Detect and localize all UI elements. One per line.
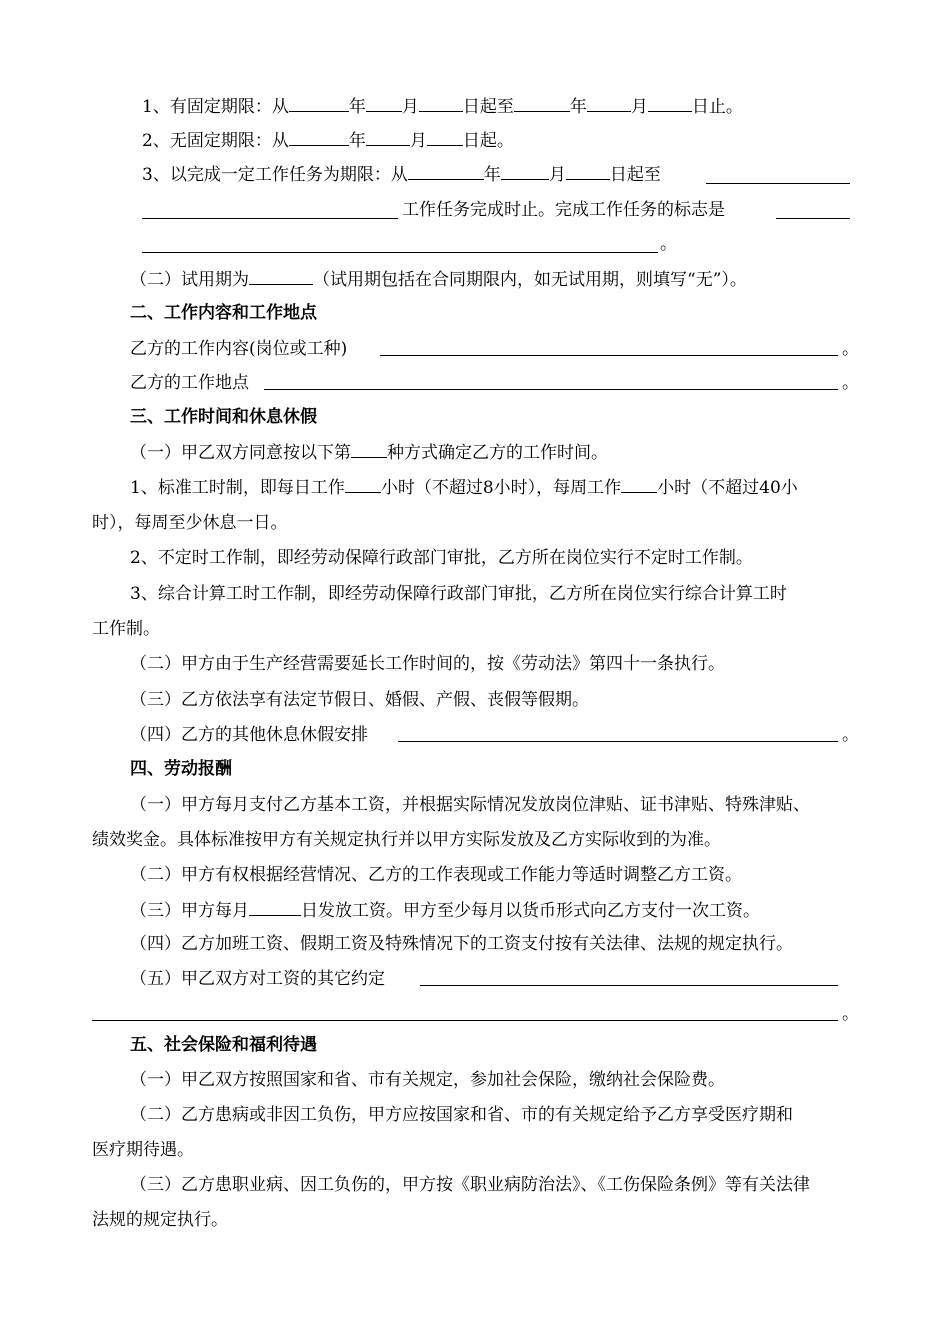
other-salary-label: （五）甲乙双方对工资的其它约定 bbox=[130, 969, 385, 989]
work-content-blank[interactable] bbox=[380, 355, 838, 356]
task-start-day-blank[interactable] bbox=[566, 162, 610, 180]
task-desc-blank[interactable] bbox=[142, 218, 398, 219]
weekly-hours-blank[interactable] bbox=[621, 475, 657, 493]
work-content-period: 。 bbox=[842, 339, 859, 359]
comprehensive-hours-line: 3、综合计算工时工作制，即经劳动保障行政部门审批，乙方所在岗位实行综合计算工时 bbox=[130, 584, 787, 604]
open-start-day-blank[interactable] bbox=[427, 128, 463, 146]
fixed-start-year-blank[interactable] bbox=[289, 94, 349, 112]
other-leave-blank[interactable] bbox=[398, 741, 838, 742]
section-2-heading: 二、工作内容和工作地点 bbox=[130, 303, 317, 323]
other-salary-blank-2[interactable] bbox=[92, 1020, 838, 1021]
task-end-text: 工作任务完成时止。完成工作任务的标志是 bbox=[402, 200, 725, 220]
standard-hours-line-2: 时），每周至少休息一日。 bbox=[92, 513, 288, 533]
task-end-date-blank[interactable] bbox=[706, 183, 850, 184]
salary-p1-line: （一）甲方每月支付乙方基本工资，并根据实际情况发放岗位津贴、证书津贴、特殊津贴、 bbox=[130, 795, 810, 815]
sick-leave-line: （二）乙方患病或非因工负伤，甲方应按国家和省、市的有关规定给予乙方享受医疗期和 bbox=[130, 1105, 793, 1125]
fixed-end-day-blank[interactable] bbox=[648, 94, 692, 112]
other-salary-period: 。 bbox=[842, 1004, 859, 1024]
standard-hours-line: 1、标准工时制，即每日工作 小时（不超过8小时），每周工作 小时（不超过40小 bbox=[130, 475, 798, 500]
other-leave-label: （四）乙方的其他休息休假安排 bbox=[130, 725, 368, 745]
fixed-term-line: 1、有固定期限：从 年 月 日起至 年 月 日止。 bbox=[142, 94, 743, 119]
task-start-year-blank[interactable] bbox=[408, 162, 484, 180]
irregular-hours-line: 2、不定时工作制，即经劳动保障行政部门审批，乙方所在岗位实行不定时工作制。 bbox=[130, 548, 753, 568]
open-term-line: 2、无固定期限：从 年 月 日起。 bbox=[142, 128, 514, 153]
occupational-line-2: 法规的规定执行。 bbox=[92, 1210, 228, 1230]
work-content-label: 乙方的工作内容(岗位或工种) bbox=[130, 339, 348, 359]
task-mark-blank-2[interactable] bbox=[142, 252, 658, 253]
salary-adjust-line: （二）甲方有权根据经营情况、乙方的工作表现或工作能力等适时调整乙方工资。 bbox=[130, 865, 742, 885]
task-term-line: 3、以完成一定工作任务为期限：从 年 月 日起至 bbox=[142, 162, 661, 187]
work-place-blank[interactable] bbox=[264, 389, 838, 390]
other-salary-blank[interactable] bbox=[420, 985, 838, 986]
occupational-line: （三）乙方患职业病、因工负伤的，甲方按《职业病防治法》、《工伤保险条例》等有关法律 bbox=[130, 1175, 810, 1195]
task-start-month-blank[interactable] bbox=[501, 162, 549, 180]
fixed-end-year-blank[interactable] bbox=[514, 94, 570, 112]
overtime-line: （二）甲方由于生产经营需要延长工作时间的，按《劳动法》第四十一条执行。 bbox=[130, 654, 725, 674]
open-start-month-blank[interactable] bbox=[366, 128, 410, 146]
open-start-year-blank[interactable] bbox=[289, 128, 349, 146]
method-number-blank[interactable] bbox=[351, 440, 387, 458]
fixed-start-month-blank[interactable] bbox=[366, 94, 402, 112]
work-place-label: 乙方的工作地点 bbox=[130, 373, 249, 393]
fixed-start-day-blank[interactable] bbox=[419, 94, 463, 112]
probation-line: （二）试用期为 （试用期包括在合同期限内，如无试用期，则填写“无”）。 bbox=[130, 267, 747, 292]
holidays-line: （三）乙方依法享有法定节假日、婚假、产假、丧假等假期。 bbox=[130, 690, 589, 710]
section-5-heading: 五、社会保险和福利待遇 bbox=[130, 1035, 317, 1055]
other-leave-period: 。 bbox=[842, 725, 859, 745]
task-period: 。 bbox=[660, 234, 677, 254]
section-4-heading: 四、劳动报酬 bbox=[130, 759, 232, 779]
fixed-end-month-blank[interactable] bbox=[587, 94, 631, 112]
probation-blank[interactable] bbox=[249, 267, 313, 285]
social-insurance-line: （一）甲乙双方按照国家和省、市有关规定，参加社会保险，缴纳社会保险费。 bbox=[130, 1070, 725, 1090]
task-mark-blank[interactable] bbox=[776, 218, 850, 219]
comprehensive-hours-line-2: 工作制。 bbox=[92, 619, 160, 639]
section-3-heading: 三、工作时间和休息休假 bbox=[130, 407, 317, 427]
pay-day-blank[interactable] bbox=[249, 898, 301, 916]
overtime-pay-line: （四）乙方加班工资、假期工资及特殊情况下的工资支付按有关法律、法规的规定执行。 bbox=[130, 934, 793, 954]
daily-hours-blank[interactable] bbox=[345, 475, 381, 493]
pay-day-line: （三）甲方每月 日发放工资。甲方至少每月以货币形式向乙方支付一次工资。 bbox=[130, 898, 760, 923]
work-place-period: 。 bbox=[842, 373, 859, 393]
sick-leave-line-2: 医疗期待遇。 bbox=[92, 1140, 194, 1160]
salary-p1-line-2: 绩效奖金。具体标准按甲方有关规定执行并以甲方实际发放及乙方实际收到的为准。 bbox=[92, 830, 721, 850]
work-time-method-line: （一）甲乙双方同意按以下第 种方式确定乙方的工作时间。 bbox=[130, 440, 608, 465]
